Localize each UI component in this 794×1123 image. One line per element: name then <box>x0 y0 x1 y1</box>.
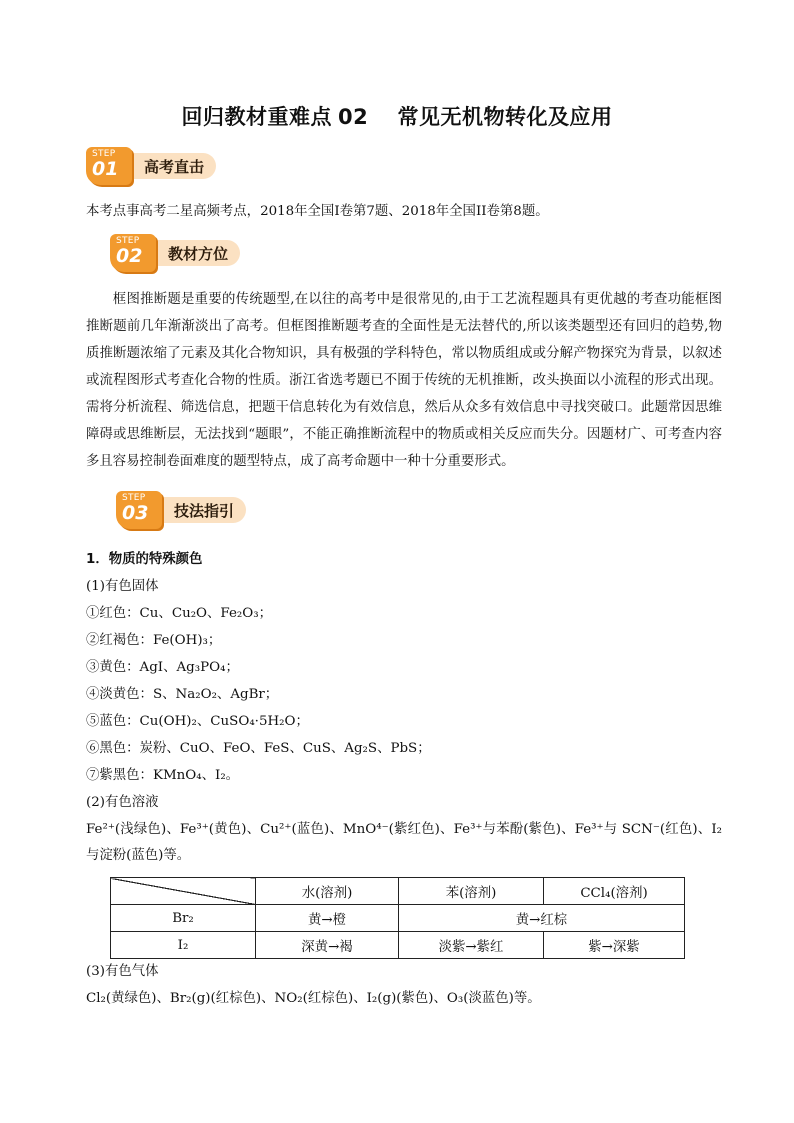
table-row <box>111 878 685 905</box>
title-subtitle: 常见无机物转化及应用 <box>397 105 613 129</box>
table-row <box>111 905 685 932</box>
solid-item: ②红褐色：Fe(OH)₃； <box>86 633 222 648</box>
table-header-cell: 水(溶剂) <box>256 878 399 905</box>
solid-heading: (1)有色固体 <box>86 579 159 594</box>
table-cell: 紫→深紫 <box>544 932 685 959</box>
solid-item: ⑤蓝色：Cu(OH)₂、CuSO₄·5H₂O； <box>86 714 309 729</box>
solid-item: ③黄色：AgI、Ag₃PO₄； <box>86 660 239 675</box>
solvent-color-table <box>110 877 685 959</box>
step-badge-number: 01 <box>92 158 119 180</box>
table-header-cell: CCl₄(溶剂) <box>544 878 685 905</box>
gas-text: Cl₂(黄绿色)、Br₂(g)(红棕色)、NO₂(红棕色)、I₂(g)(紫色)、O₃(淡蓝色)等。 <box>86 991 541 1006</box>
step-badge-number: 02 <box>116 245 143 267</box>
step-badge-label: STEP <box>116 236 140 246</box>
table-row-label: Br₂ <box>111 905 256 932</box>
document-title <box>0 101 794 131</box>
step-label: 高考直击 <box>144 158 205 176</box>
table-cell: 淡紫→紫红 <box>399 932 544 959</box>
step-label: 教材方位 <box>168 245 229 263</box>
table-cell: 黄→红棕 <box>399 905 685 932</box>
step-badge <box>110 234 156 272</box>
solid-item: ⑦紫黑色：KMnO₄、I₂。 <box>86 768 240 783</box>
solid-item: ①红色：Cu、Cu₂O、Fe₂O₃； <box>86 606 273 621</box>
step-badge <box>86 147 132 185</box>
step-badge-label: STEP <box>122 493 146 503</box>
step-label: 技法指引 <box>174 502 235 520</box>
title-text: 回归教材重难点 <box>181 105 332 129</box>
step-01-banner <box>86 147 224 183</box>
step-03-banner <box>116 491 254 527</box>
section-2-text: 框图推断题是重要的传统题型,在以往的高考中是很常见的,由于工艺流程题具有更优越的考查功能框图推断题前几年渐渐淡出了高考。但框图推断题考查的全面性是无法替代的,所以该类题型还有回归的趋势,物质推断题浓缩了元素及其化合物知识，具有极强的学科特色，常以物质组成或分解产物探究为背景，以叙述或流程图形式考查化合物的性质。浙江省选考题已不囿于传统的无机推断，改头换面以小流程的形式出现。需将分析流程、筛选信息，把题干信息转化为有效信息，然后从众多有效信息中寻找突破口。此题常因思维障碍或思维断层，无法找到“题眼”，不能正确推断流程中的物质或相关反应而失分。因题材广、可考查内容多且容易控制卷面难度的题型特点，成了高考命题中一种十分重要形式。 <box>86 292 722 469</box>
solution-text: Fe²⁺(浅绿色)、Fe³⁺(黄色)、Cu²⁺(蓝色)、MnO⁴⁻(紫红色)、Fe³⁺与苯酚(紫色)、Fe³⁺与 SCN⁻(红色)、I₂与淀粉(蓝色)等。 <box>86 822 722 863</box>
section-1-text: 本考点事高考二星高频考点，2018年全国I卷第7题、2018年全国II卷第8题。 <box>86 204 549 219</box>
step-badge-number: 03 <box>122 502 149 524</box>
table-cell: 黄→橙 <box>256 905 399 932</box>
section-3-heading: 1．物质的特殊颜色 <box>86 552 203 567</box>
table-row-label: I₂ <box>111 932 256 959</box>
solid-item: ⑥黑色：炭粉、CuO、FeO、FeS、CuS、Ag₂S、PbS； <box>86 741 431 756</box>
gas-heading: (3)有色气体 <box>86 964 159 979</box>
table-cell: 深黄→褐 <box>256 932 399 959</box>
table-row <box>111 932 685 959</box>
solid-item: ④淡黄色：S、Na₂O₂、AgBr； <box>86 687 279 702</box>
step-badge <box>116 491 162 529</box>
table-corner-cell <box>111 878 256 905</box>
title-code: 02 <box>337 105 369 129</box>
table-header-cell: 苯(溶剂) <box>399 878 544 905</box>
step-badge-label: STEP <box>92 149 116 159</box>
step-02-banner <box>110 234 248 270</box>
solution-heading: (2)有色溶液 <box>86 795 159 810</box>
